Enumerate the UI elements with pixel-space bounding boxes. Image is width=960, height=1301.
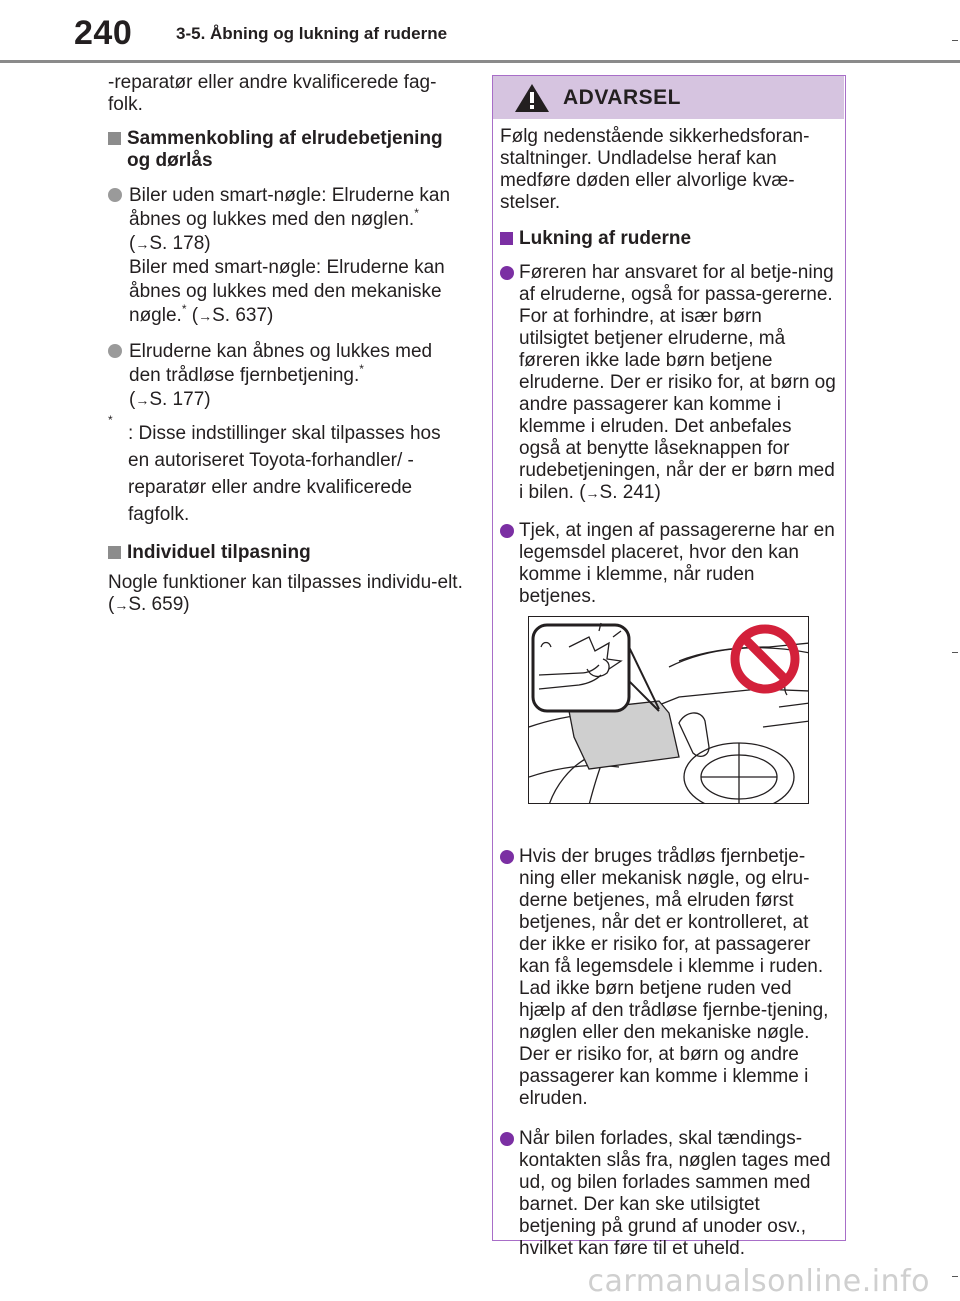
page-header (0, 0, 960, 64)
asterisk: * (359, 362, 364, 376)
page-ref-link[interactable]: S. 241) (599, 482, 661, 503)
section-heading-text: Sammenkobling af elrudebetjening og dørlås (127, 128, 443, 171)
bullet-text: Tjek, at ingen af passagererne har en legemsdel placeret, hvor den kan komme i klemme, når ruden betjenes. (519, 520, 835, 607)
bullet-text: Føreren har ansvaret for al betje-ning af elruderne, også for passa-gererne. For at forhindre, at især børn utilsigtet betjener elruderne, må føreren ikke lade børn betjene elruderne. Der er risiko for, at børn og andre passagerer kan komme i klemme i elruden. Det anbefales også at benytte låseknappen for rudebetjeningen, når der er børn med i bilen. ( (519, 262, 836, 503)
asterisk: * (181, 302, 187, 316)
bullet-text: Biler med smart-nøgle: Elruderne kan åbnes og lukkes med den mekaniske nøgle. (129, 257, 445, 326)
square-marker-icon (108, 546, 121, 559)
bullet-text: Elruderne kan åbnes og lukkes med den trådløse fjernbetjening. (129, 341, 433, 386)
square-marker-icon (108, 132, 121, 145)
bullet-icon (500, 1132, 514, 1146)
page-ref-link[interactable]: S. 178) (149, 233, 211, 254)
page-ref-link[interactable]: S. 637) (212, 305, 274, 326)
bullet-text: Hvis der bruges trådløs fjernbetje-ning eller mekanisk nøgle, og elru-derne betjenes, må elruden først betjenes, når det er kontrolleret, at der ikke er risiko for, at passagerer kan få legemsdele i klemme i ruden. Lad ikke børn betjene ruden ved hjælp af den trådløse fjernbe-tjening, nøglen eller den mekaniske nøgle. Der er risiko for, at børn og andre passagerer kan komme i klemme i elruden. (519, 846, 829, 1109)
list-item (500, 1128, 836, 1260)
left-column (108, 72, 463, 616)
warning-title: ADVARSEL (563, 86, 681, 109)
list-item (500, 846, 836, 1110)
arrow-right-icon: → (135, 392, 150, 408)
list-item (500, 262, 836, 504)
bullet-text: Biler uden smart-nøgle: Elruderne kan åbnes og lukkes med den nøglen. (129, 185, 451, 230)
asterisk: * (414, 206, 419, 220)
section-heading-text: Individuel tilpasning (127, 542, 311, 563)
car-window-drawing (529, 617, 809, 804)
section-heading-customization (108, 542, 463, 564)
arrow-right-icon: → (585, 485, 600, 501)
warning-intro: Følg nedenstående sikkerhedsforan-staltninger. Undladelse heraf kan medføre døden eller alvorlige kvæ-stelser. (500, 126, 810, 213)
crop-mark (952, 652, 958, 653)
list-item: Elruderne kan åbnes og lukkes med den trådløse fjernbetjening.* (→S. 177) (108, 340, 463, 412)
chapter-title: 3-5. Åbning og lukning af ruderne (176, 24, 448, 43)
header-rule (0, 60, 960, 63)
bullet-icon (500, 850, 514, 864)
warning-heading (500, 228, 836, 250)
list-item (500, 520, 836, 608)
bullet-icon (108, 344, 122, 358)
body-text (108, 572, 463, 616)
page-number: 240 (74, 14, 133, 52)
section-heading-interlock (108, 128, 463, 172)
watermark (0, 1262, 960, 1301)
crop-mark (952, 40, 958, 41)
bullet-text: Når bilen forlades, skal tændings-kontakten slås fra, nøglen tages med ud, og bilen forlades sammen med barnet. Der kan ske utilsigtet betjening på grund af unoder osv., hvilket kan føre til et uheld. (519, 1128, 831, 1259)
arrow-right-icon: → (198, 308, 213, 324)
bullet-icon (500, 524, 514, 538)
bullet-icon (500, 266, 514, 280)
footnote-text: : Disse indstillinger skal tilpasses hos en autoriseret Toyota-forhandler/ -reparatør eller andre kvalificerede fagfolk. (128, 423, 441, 525)
warning-heading-text: Lukning af ruderne (519, 228, 692, 249)
page-ref-link[interactable]: S. 659) (128, 594, 190, 615)
bullet-icon (108, 188, 122, 202)
watermark-text: carmanualsonline.info (587, 1264, 930, 1299)
window-pinch-illustration (528, 616, 809, 804)
page-ref-link[interactable]: S. 177) (149, 389, 211, 410)
arrow-right-icon: → (135, 236, 150, 252)
arrow-right-icon: → (114, 597, 129, 613)
intro-text: -reparatør eller andre kvalificerede fag-folk. (108, 72, 437, 115)
warning-triangle-icon (513, 82, 551, 114)
square-marker-icon (500, 232, 513, 245)
list-item: Biler uden smart-nøgle: Elruderne kan åbnes og lukkes med den nøglen.* (→S. 178) Biler med smart-nøgle: Elruderne kan åbnes og lukkes med den mekaniske nøgle.* (→S. 637) (108, 184, 463, 328)
footnote: * : Disse indstillinger skal tilpasses hos en autoriseret Toyota-forhandler/ -reparatør eller andre kvalificerede fagfolk. (108, 413, 441, 525)
body-text-span: Nogle funktioner kan tilpasses individu-elt. ( (108, 572, 463, 615)
warning-header (493, 76, 844, 119)
